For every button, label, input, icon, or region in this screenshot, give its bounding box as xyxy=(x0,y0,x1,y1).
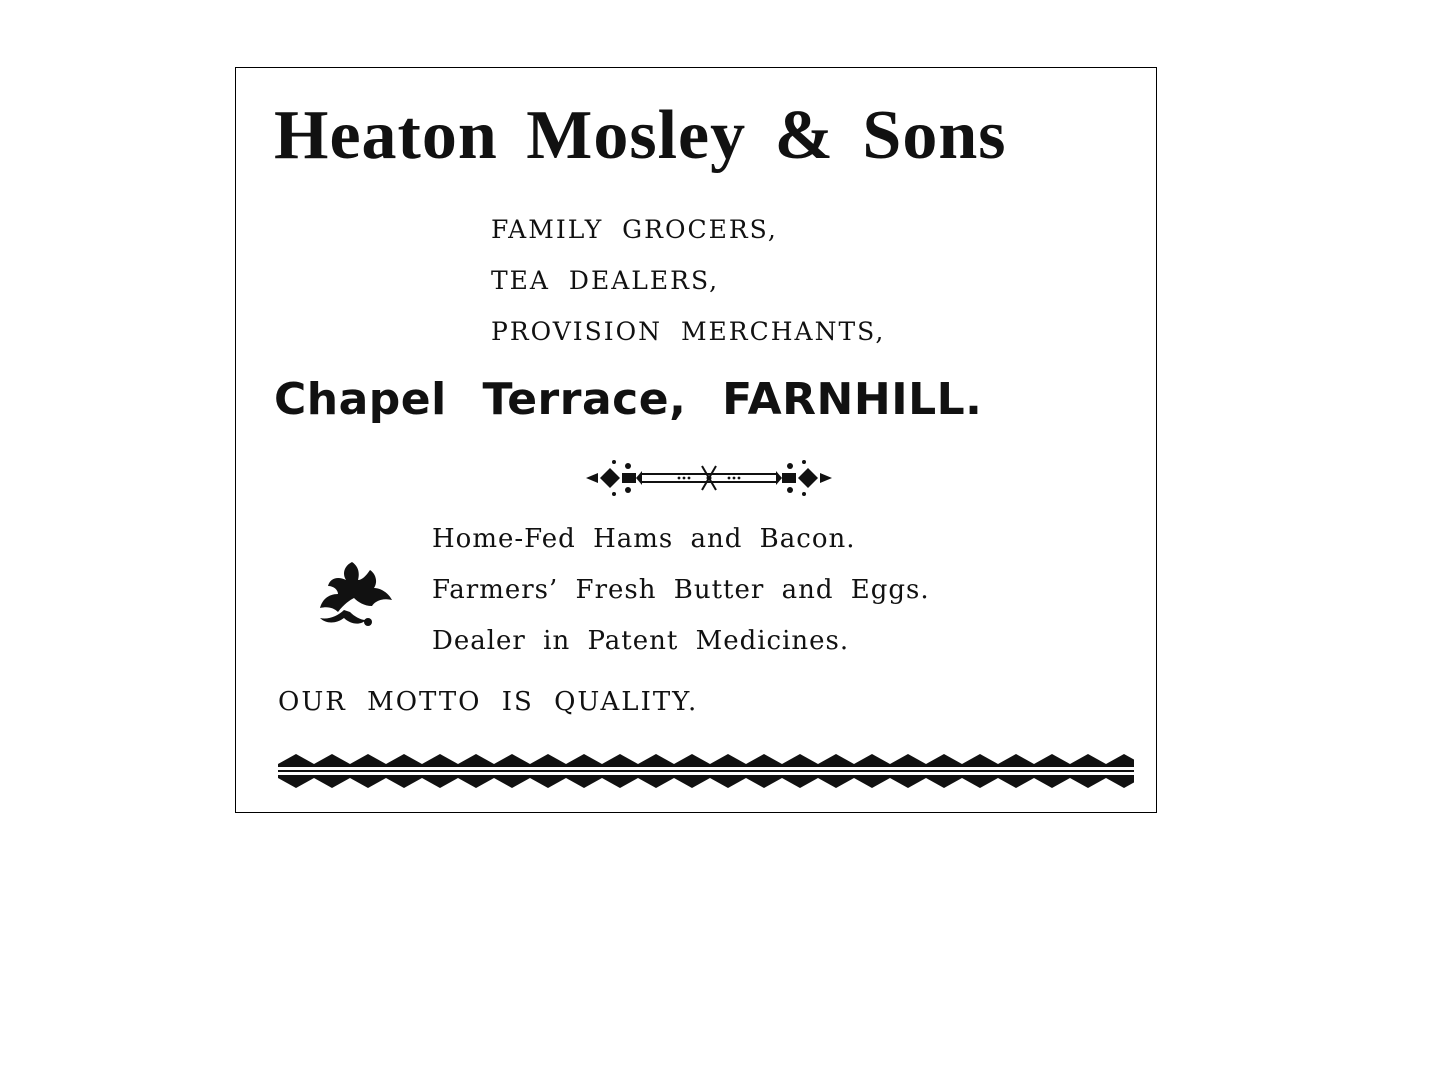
goods-line: Dealer in Patent Medicines. xyxy=(432,626,850,656)
trade-line: FAMILY GROCERS, xyxy=(491,215,778,244)
shop-address: Chapel Terrace, FARNHILL. xyxy=(274,374,983,425)
trade-line: TEA DEALERS, xyxy=(491,266,720,295)
goods-list xyxy=(432,514,1072,667)
goods-line: Farmers’ Fresh Butter and Eggs. xyxy=(432,575,930,605)
business-name: Heaton Mosley & Sons xyxy=(274,97,1007,174)
goods-line: Home-Fed Hams and Bacon. xyxy=(432,524,856,554)
flourish-divider-icon xyxy=(584,456,834,500)
trade-line: PROVISION MERCHANTS, xyxy=(491,317,886,346)
zigzag-border-rule xyxy=(278,750,1134,792)
motto-line: OUR MOTTO IS QUALITY. xyxy=(278,687,699,717)
trade-list xyxy=(491,204,1051,357)
advertisement xyxy=(235,67,1157,813)
leaf-ornament-icon xyxy=(314,558,396,632)
